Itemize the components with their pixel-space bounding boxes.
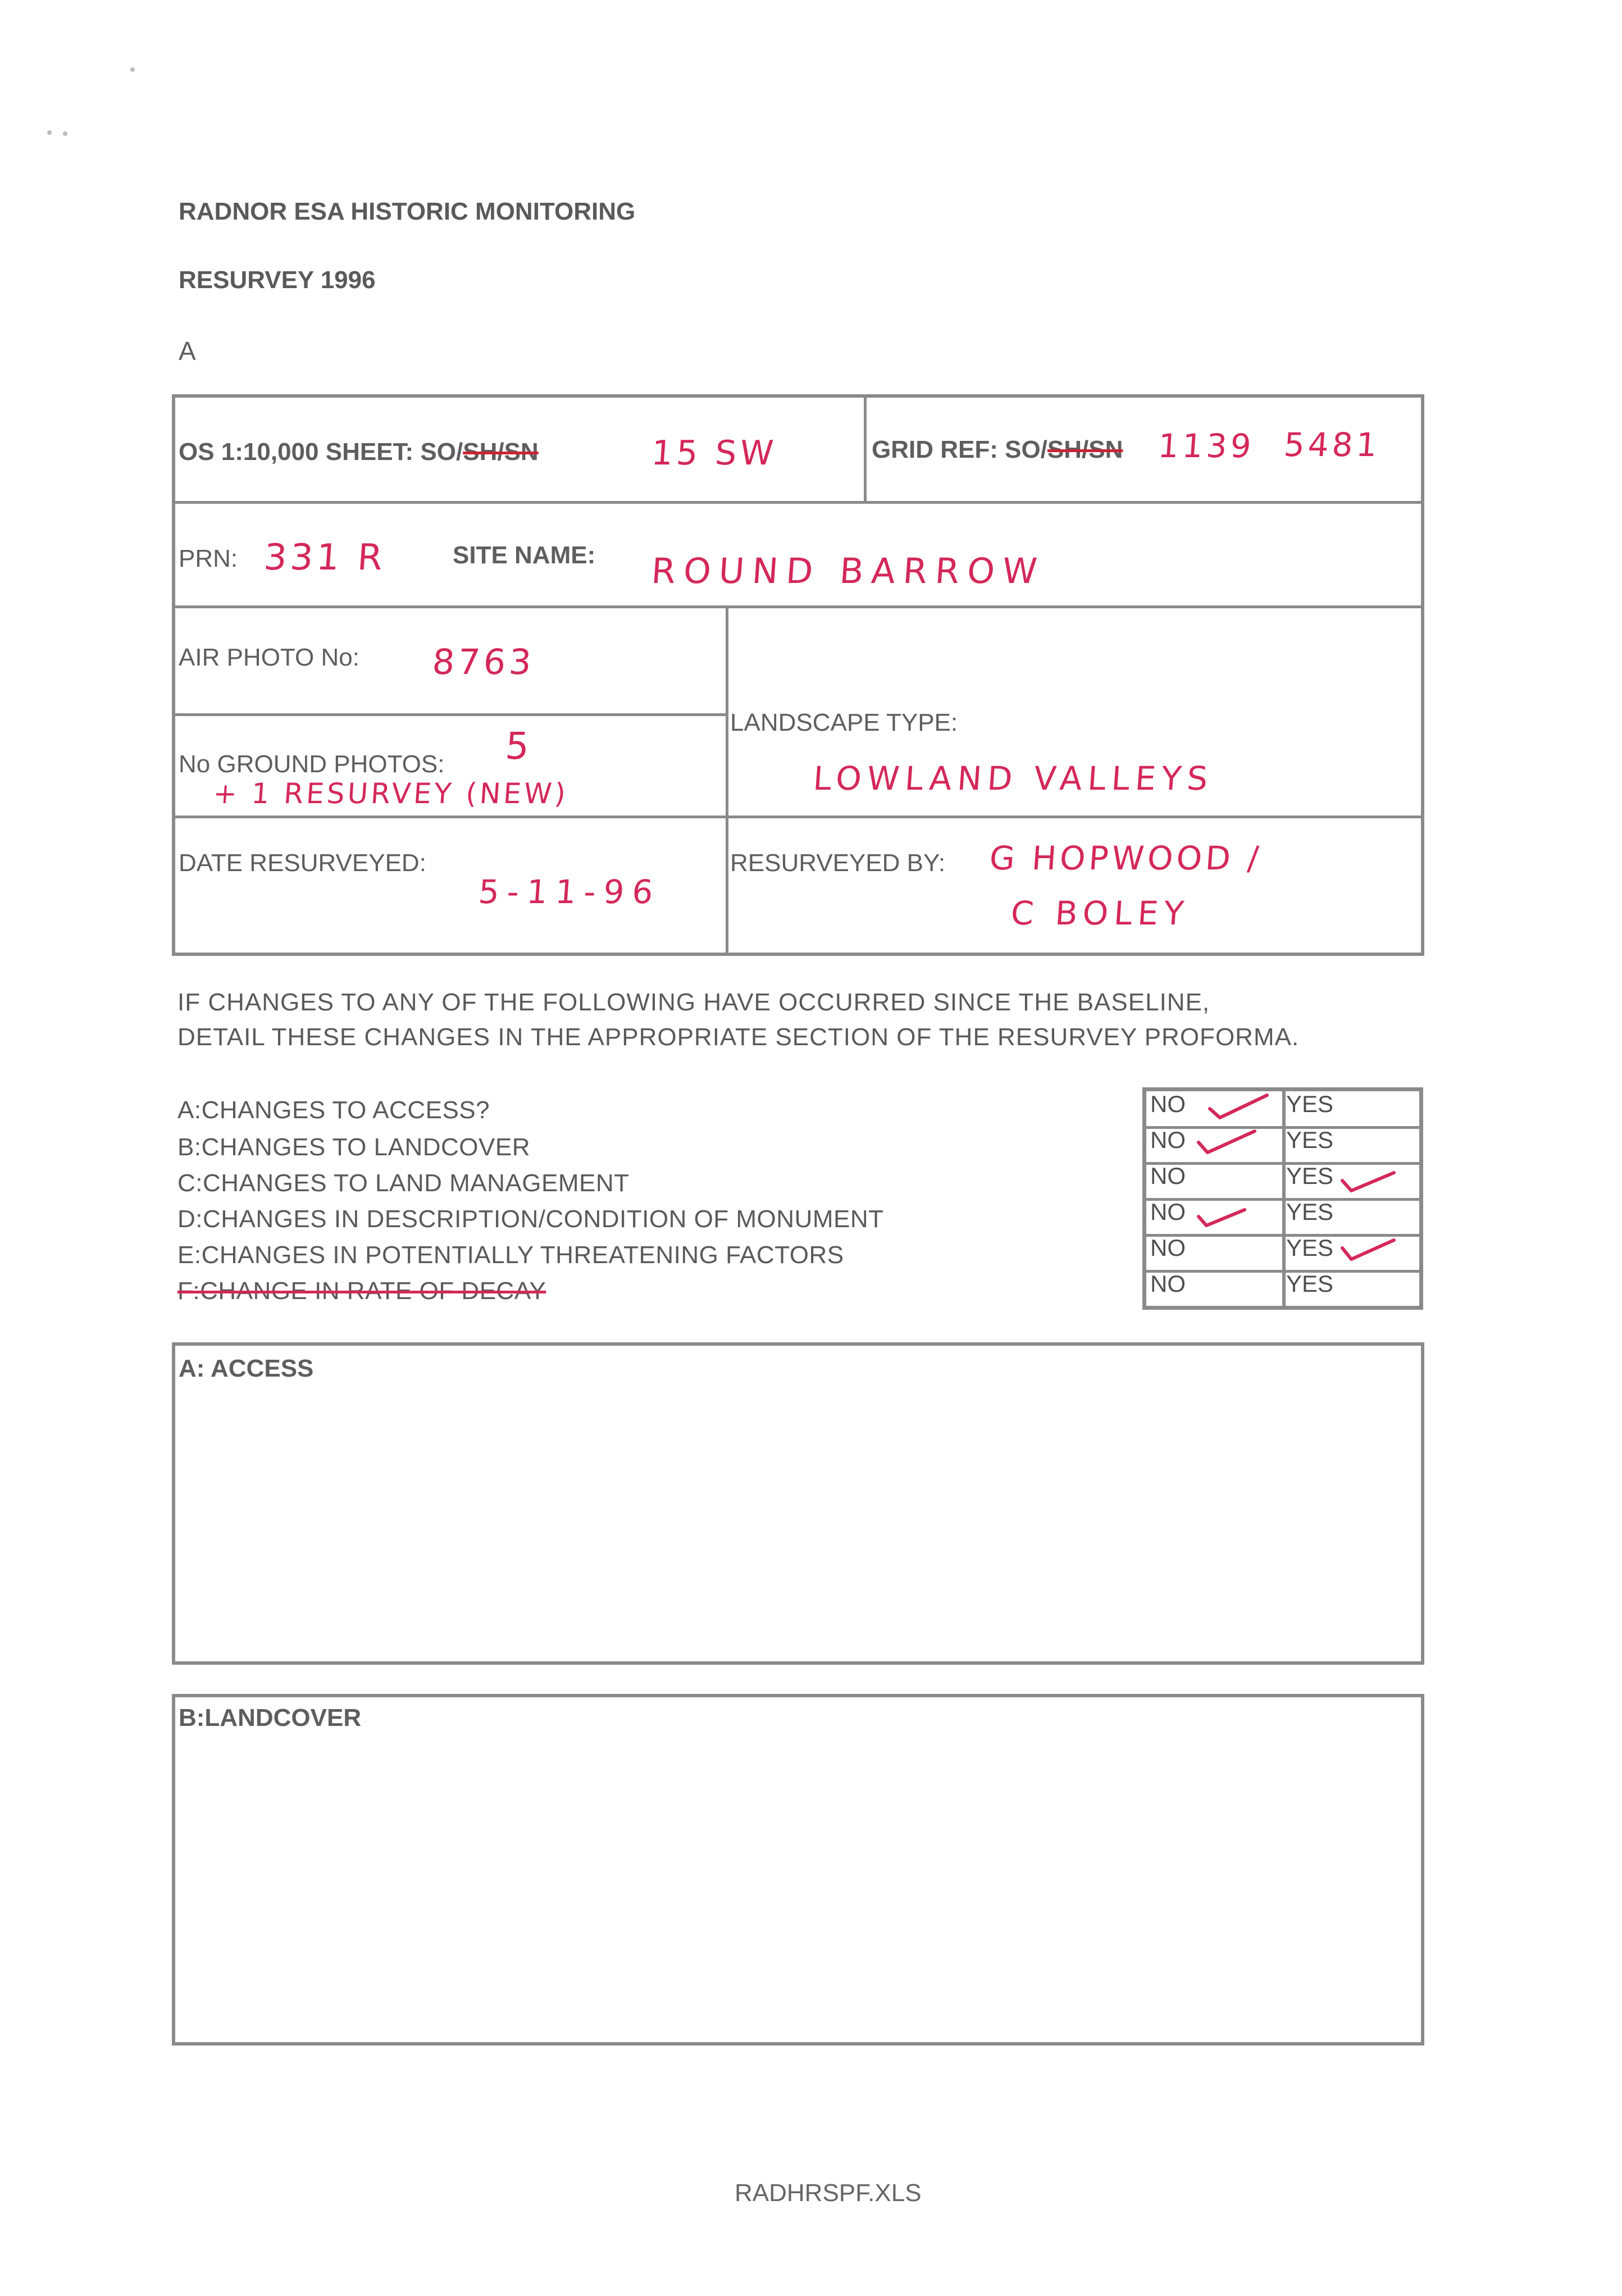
answer-d-no[interactable]: NO <box>1150 1199 1186 1225</box>
answer-e-yes[interactable]: YES <box>1286 1234 1334 1261</box>
question-f: F:CHANGE IN RATE OF DECAY <box>177 1277 546 1305</box>
question-e: E:CHANGES IN POTENTIALLY THREATENING FACTORS <box>177 1241 844 1269</box>
landscape-type-label: LANDSCAPE TYPE: <box>730 709 958 736</box>
date-resurveyed-label: DATE RESURVEYED: <box>179 849 426 877</box>
question-a: A:CHANGES TO ACCESS? <box>177 1096 490 1124</box>
resurveyed-by-value-line1[interactable]: G HOPWOOD / <box>988 839 1264 877</box>
instructions-line-1: IF CHANGES TO ANY OF THE FOLLOWING HAVE OCCURRED SINCE THE BASELINE, <box>177 988 1210 1016</box>
air-photo-value[interactable]: 8763 <box>431 641 536 682</box>
check-mark-icon <box>1340 1168 1396 1195</box>
answer-d-yes[interactable]: YES <box>1286 1199 1334 1225</box>
landcover-section-label: B:LANDCOVER <box>179 1704 362 1732</box>
grid-ref-label: GRID REF: SO/SH/SN <box>872 436 1123 463</box>
ground-photos-value[interactable]: 5 <box>504 725 534 768</box>
instructions-line-2: DETAIL THESE CHANGES IN THE APPROPRIATE SECTION OF THE RESURVEY PROFORMA. <box>177 1023 1300 1051</box>
resurveyed-by-value-line2[interactable]: C BOLEY <box>1009 894 1191 932</box>
stray-mark <box>47 130 52 135</box>
ground-photos-note[interactable]: + 1 RESURVEY (NEW) <box>212 777 569 810</box>
date-resurveyed-value[interactable]: 5-11-96 <box>477 873 662 911</box>
answer-a-no[interactable]: NO <box>1150 1091 1186 1117</box>
form-subtitle: RESURVEY 1996 <box>179 266 376 294</box>
answer-b-no[interactable]: NO <box>1150 1127 1186 1153</box>
answer-a-yes[interactable]: YES <box>1286 1091 1334 1117</box>
access-section-label: A: ACCESS <box>179 1355 314 1382</box>
answer-f-no[interactable]: NO <box>1150 1270 1186 1297</box>
access-section[interactable] <box>172 1342 1424 1665</box>
os-sheet-value[interactable]: 15 SW <box>650 434 778 473</box>
site-name-label: SITE NAME: <box>453 541 596 569</box>
stray-mark <box>63 131 67 136</box>
prn-value[interactable]: 331 R <box>262 537 388 578</box>
ground-photos-label: No GROUND PHOTOS: <box>179 750 445 778</box>
air-photo-label: AIR PHOTO No: <box>179 644 359 671</box>
stray-mark <box>130 67 135 72</box>
footer-filename: RADHRSPF.XLS <box>735 2179 922 2207</box>
answer-f-yes[interactable]: YES <box>1286 1270 1334 1297</box>
site-name-value[interactable]: ROUND BARROW <box>650 550 1046 591</box>
question-b: B:CHANGES TO LANDCOVER <box>177 1133 530 1161</box>
check-mark-icon <box>1340 1236 1396 1264</box>
grid-ref-easting[interactable]: 1139 <box>1156 427 1256 465</box>
check-mark-icon <box>1208 1093 1269 1121</box>
landcover-section[interactable] <box>172 1694 1424 2046</box>
check-mark-icon <box>1196 1204 1247 1230</box>
landscape-type-value[interactable]: LOWLAND VALLEYS <box>812 759 1215 798</box>
question-c: C:CHANGES TO LAND MANAGEMENT <box>177 1169 630 1197</box>
form-title: RADNOR ESA HISTORIC MONITORING <box>179 198 636 225</box>
section-letter: A <box>179 336 196 366</box>
grid-ref-northing[interactable]: 5481 <box>1282 426 1382 464</box>
answer-c-yes[interactable]: YES <box>1286 1163 1334 1189</box>
answer-b-yes[interactable]: YES <box>1286 1127 1334 1153</box>
os-sheet-label: OS 1:10,000 SHEET: SO/SH/SN <box>179 438 539 466</box>
answer-e-no[interactable]: NO <box>1150 1234 1186 1261</box>
prn-label: PRN: <box>179 545 238 572</box>
answer-c-no[interactable]: NO <box>1150 1163 1186 1189</box>
question-d: D:CHANGES IN DESCRIPTION/CONDITION OF MONUMENT <box>177 1205 884 1233</box>
check-mark-icon <box>1196 1128 1258 1156</box>
resurveyed-by-label: RESURVEYED BY: <box>730 849 946 877</box>
